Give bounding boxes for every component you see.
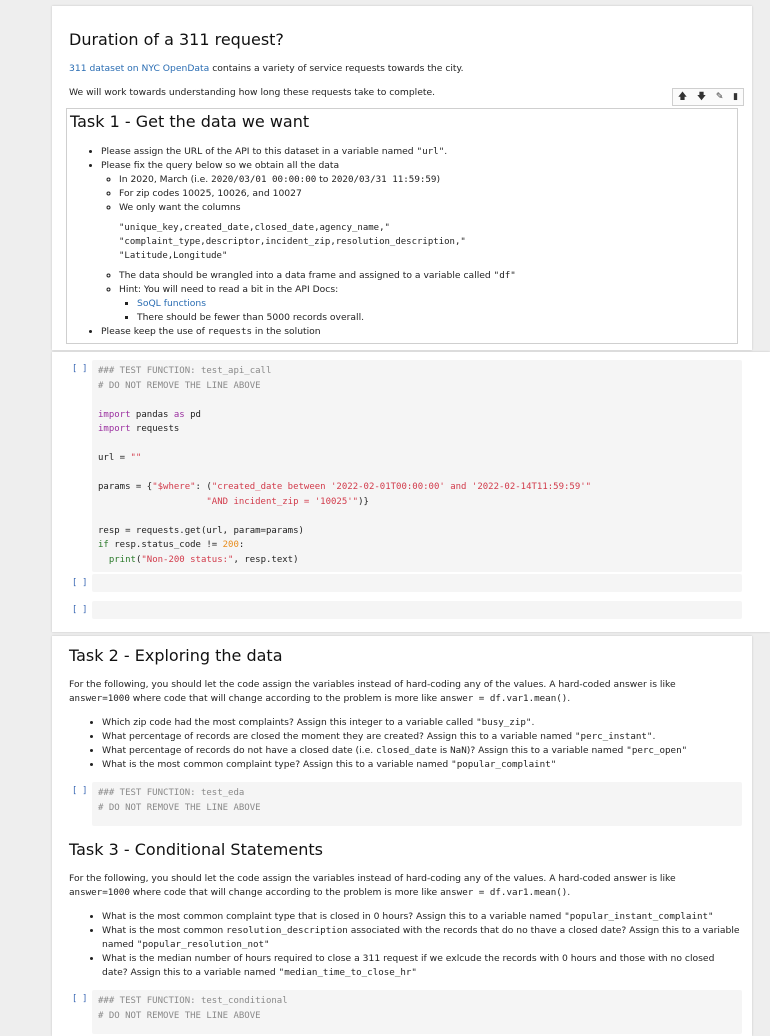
list-item: • What is the most common complaint type? Assign this to a variable named "popular_complaint" [102,758,742,772]
list-item: ◦ The data should be wrangled into a data frame and assigned to a variable called "df" [119,269,741,283]
intro-text: contains a variety of service requests towards the city. [209,63,464,74]
list-item: • What is the median number of hours required to close a 311 request if we exlcude the records with 0 hours and those with no closed date? Assign this to a variable named "median_time_to_close_hr" [102,952,742,980]
code-cell-conditional[interactable]: ### TEST FUNCTION: test_conditional # DO NOT REMOVE THE LINE ABOVE [92,990,742,1034]
list-item: ◦ We only want the columns "unique_key,created_date,closed_date,agency_name," "complaint_type,descriptor,incident_zip,resolution_description," "Latitude,Longitude" [119,201,741,263]
list-item: • Please assign the URL of the API to this dataset in a variable named "url". [101,145,741,159]
dataset-link[interactable]: 311 dataset on NYC OpenData [69,63,210,74]
list-item: ◦ Hint: You will need to read a bit in the API Docs: ▪ SoQL functions ▪ There should be fewer than 5000 records overall. [119,283,741,325]
cell-prompt: [ ] [72,364,88,374]
task3-title: Task 3 - Conditional Statements [69,840,323,859]
task3-list [86,910,742,980]
up-arrow-icon[interactable]: 🡅 [677,92,688,102]
markdown-cell-intro[interactable] [52,6,752,350]
trash-icon[interactable]: ▮ [733,92,739,102]
task1-box [66,108,738,344]
list-item: • What percentage of records do not have a closed date (i.e. closed_date is NaN)? Assign this to a variable named "perc_open" [102,744,742,758]
list-item: • Please fix the query below so we obtain all the data ◦ In 2020, March (i.e. 2020/03/01 00:00:00 to 2020/03/31 11:59:59) ◦ For zip codes 10025, 10026, and 10027 ◦ We only want the columns "unique_key,created_date,closed_date,agency_name," "complaint_type,descriptor,incident_zip,resolution_description," "Latitude,Longitude" ◦ The data should be wrangled into a data frame and assigned to a variable called "df" ◦ Hint: You will need to read a bit in the API Docs: ▪ SoQL functions ▪ There should be fewer than 5000 records overall. [101,159,741,325]
list-item: • Which zip code had the most complaints? Assign this integer to a variable called "busy_zip". [102,716,742,730]
columns-code-block: "unique_key,created_date,closed_date,agency_name," "complaint_type,descriptor,incident_zip,resolution_description," "Latitude,Longitude" [119,223,466,261]
list-item: ◦ In 2020, March (i.e. 2020/03/01 00:00:00 to 2020/03/31 11:59:59) [119,173,741,187]
cell-prompt: [ ] [72,786,88,796]
list-item: • What is the most common complaint type that is closed in 0 hours? Assign this to a variable named "popular_instant_complaint" [102,910,742,924]
cell-prompt: [ ] [72,994,88,1004]
soql-functions-link[interactable]: SoQL functions [137,298,207,309]
list-item: ◦ For zip codes 10025, 10026, and 10027 [119,187,741,201]
markdown-cell-tasks[interactable] [52,636,752,1036]
task2-paragraph: For the following, you should let the code assign the variables instead of hard-coding any of the values. A hard-coded answer is like answer=1000 where code that will change according to the problem is more like answer = df.var1.mean(). [69,679,676,704]
page-title: Duration of a 311 request? [69,30,284,49]
list-item: • What percentage of records are closed the moment they are created? Assign this to a variable named "perc_instant". [102,730,742,744]
code-cell-eda[interactable]: ### TEST FUNCTION: test_eda # DO NOT REMOVE THE LINE ABOVE [92,782,742,826]
task2-title: Task 2 - Exploring the data [69,646,283,665]
list-item: ▪ There should be fewer than 5000 records overall. [137,311,741,325]
empty-code-cell-1[interactable] [92,574,742,592]
list-item: • What is the most common resolution_description associated with the records that do no thave a closed date? Assign this to a variable named "popular_resolution_not" [102,924,742,952]
task2-list [86,716,742,772]
intro-paragraph-2: We will work towards understanding how long these requests take to complete. [69,87,436,98]
down-arrow-icon[interactable]: 🡇 [696,92,707,102]
task1-list [85,145,741,339]
cell-prompt: [ ] [72,578,88,588]
intro-paragraph [69,62,464,76]
empty-code-cell-2[interactable] [92,601,742,619]
task1-title: Task 1 - Get the data we want [70,112,310,131]
list-item [137,297,741,311]
pencil-icon[interactable]: ✎ [715,92,724,102]
code-cell-api-call[interactable]: ### TEST FUNCTION: test_api_call # DO NOT REMOVE THE LINE ABOVE import pandas as pd import requests url = "" params = {"$where": ("created_date between '2022-02-01T00:00:00' and '2022-02-14T11:59:59'" "AND incident_zip = '10025'")} resp = requests.get(url, param=params) if resp.status_code != 200: print("Non-200 status:", resp.text) [92,360,742,572]
task3-paragraph: For the following, you should let the code assign the variables instead of hard-coding any of the values. A hard-coded answer is like answer=1000 where code that will change according to the problem is more like answer = df.var1.mean(). [69,873,676,898]
code-cells-panel [52,352,770,632]
list-item: • Please keep the use of requests in the solution [101,325,741,339]
cell-prompt: [ ] [72,605,88,615]
cell-toolbar [672,88,744,106]
